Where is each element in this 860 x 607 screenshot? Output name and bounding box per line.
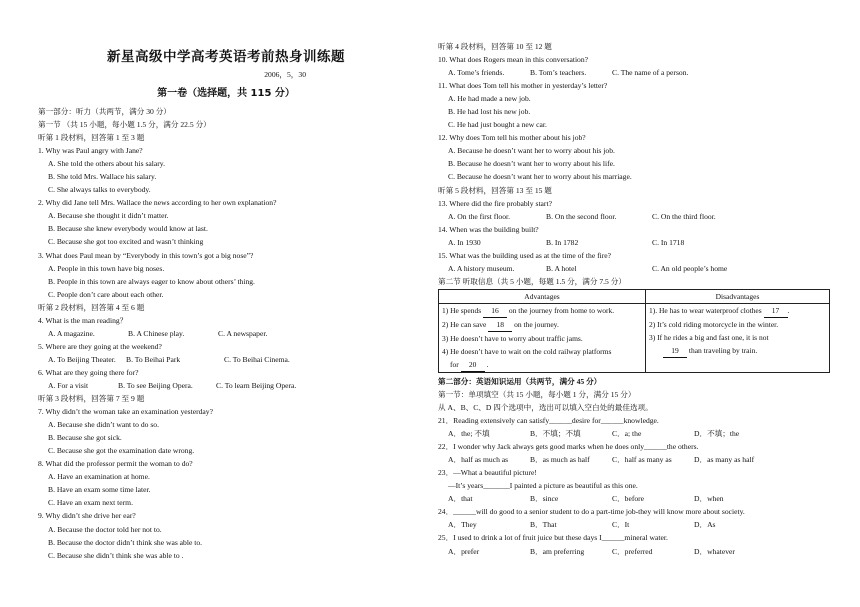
q22-option-b: B．as much as half	[530, 455, 590, 465]
q14-option-a: A. In 1930	[448, 237, 481, 247]
question-24: 24．______will do good to a senior student to do a part-time job-they will know more about society.	[438, 507, 745, 517]
q7-option-b: B. Because she got sick.	[48, 433, 122, 443]
q7-option-a: A. Because she didn’t want to do so.	[48, 420, 160, 430]
q1-option-b: B. She told Mrs. Wallace his salary.	[48, 172, 157, 182]
q25-option-a: A．prefer	[448, 546, 480, 556]
knowledge-instruction: 从 A、B、C、D 四个选项中，选出可以填入空白处的最佳选项。	[438, 402, 653, 412]
q23-option-a: A．that	[448, 494, 473, 504]
q10-option-c: C. The name of a person.	[612, 68, 689, 78]
question-1: 1. Why was Paul angry with Jane?	[38, 146, 143, 156]
q23-option-b: B．since	[530, 494, 559, 504]
q15-options	[438, 262, 834, 275]
q25-options	[438, 545, 834, 558]
disadvantage-3b	[649, 344, 826, 358]
q7-option-c: C. Because she got the examination date wrong.	[48, 446, 195, 456]
q3-option-c: C. People don’t care about each other.	[48, 289, 164, 299]
q6-option-c: C. To learn Beijing Opera.	[216, 380, 297, 390]
q10-option-a: A. Tome’s friends.	[448, 68, 505, 78]
knowledge-sub1-head: 第一节：单项填空（共 15 小题，每小题 1 分，满分 15 分）	[438, 389, 636, 399]
q1-option-a: A. She told the others about his salary.	[48, 159, 165, 169]
q23-options	[438, 492, 834, 505]
q13-options	[438, 210, 834, 223]
right-column	[438, 40, 834, 558]
q22-option-d: D．as many as half	[694, 455, 755, 465]
q25-option-c: C．preferred	[612, 546, 653, 556]
q3-option-b: B. People in this town are always eager to know about others’ thing.	[48, 276, 255, 286]
advantage-3: 3) He doesn’t have to worry about traffic jams.	[442, 333, 583, 343]
material-2: 听第 2 段材料，回答第 4 至 6 题	[38, 302, 145, 312]
q23-option-d: D．when	[694, 494, 724, 504]
q12-option-a: A. Because he doesn’t want her to worry about his job.	[448, 146, 615, 156]
question-25: 25．I used to drink a lot of fruit juice but these days I______mineral water.	[438, 533, 668, 543]
q25-option-d: D．whatever	[694, 546, 735, 556]
q13-option-b: B. On the second floor.	[546, 211, 617, 221]
question-22: 22．I wonder why Jack always gets good marks when he does only______the others.	[438, 442, 699, 452]
question-13: 13. Where did the fire probably start?	[438, 198, 552, 208]
q8-option-c: C. Have an exam next term.	[48, 498, 133, 508]
advantage-1	[442, 304, 642, 318]
q22-option-a: A．half as much as	[448, 455, 509, 465]
q15-option-a: A. A history museum.	[448, 263, 515, 273]
q6-option-a: A. For a visit	[48, 380, 89, 390]
advantage-1-pre: 1) He spends	[442, 305, 484, 315]
page-title: 新星高级中学高考英语考前热身训练题	[107, 49, 345, 65]
q21-option-c: C．a; the	[612, 429, 642, 439]
advantage-4: 4) He doesn’t have to wait on the cold railway platforms	[442, 346, 612, 356]
q9-option-b: B. Because the doctor didn’t think she was able to.	[48, 537, 203, 547]
disadvantage-3: 3) If he rides a big and fast one, it is not	[649, 332, 769, 342]
q13-option-a: A. On the first floor.	[448, 211, 511, 221]
blank-19: 19	[663, 344, 687, 358]
advantage-1-post: on the journey from home to work.	[507, 305, 615, 315]
disadvantage-1-post: .	[787, 305, 790, 315]
q4-options	[38, 327, 414, 340]
q10-options	[438, 66, 834, 79]
q2-option-a: A. Because she thought it didn’t matter.	[48, 211, 169, 221]
q6-options	[38, 379, 414, 392]
question-10: 10. What does Rogers mean in this conversation?	[438, 55, 589, 65]
advantage-2-pre: 2) He can save	[442, 319, 489, 329]
q2-option-b: B. Because she knew everybody would know at last.	[48, 224, 208, 234]
q14-option-c: C. In 1718	[652, 237, 685, 247]
question-9: 9. Why didn’t she drive her ear?	[38, 511, 136, 521]
question-12: 12. Why does Tom tell his mother about his job?	[438, 133, 586, 143]
q4-option-c: C. A newspaper.	[218, 328, 268, 338]
question-6: 6. What are they going there for?	[38, 367, 139, 377]
q3-option-a: A. People in this town have big noses.	[48, 263, 165, 273]
listening-section-head: 第一部分：听力（共两节，满分 30 分）	[38, 107, 171, 116]
q2-option-c: C. Because she got too excited and wasn’t thinking	[48, 237, 204, 247]
q5-options	[38, 353, 414, 366]
advantage-2-post: on the journey.	[512, 319, 559, 329]
blank-17: 17	[764, 304, 788, 318]
q15-option-b: B. A hotel	[546, 263, 577, 273]
material-5: 听第 5 段材料，回答第 13 至 15 题	[438, 185, 552, 195]
q24-option-d: D．As	[694, 520, 716, 530]
q12-option-c: C. Because he doesn’t want her to worry about his marriage.	[448, 172, 632, 182]
blank-20: 20	[461, 358, 485, 372]
question-21: 21．Reading extensively can satisfy______desire for______knowledge.	[438, 416, 659, 426]
q24-options	[438, 518, 834, 531]
q10-option-b: B. Tom’s teachers.	[530, 68, 587, 78]
advantages-cell	[439, 303, 646, 372]
q1-option-c: C. She always talks to everybody.	[48, 185, 151, 195]
q11-option-c: C. He had just bought a new car.	[448, 120, 547, 130]
q5-option-c: C. To Beihai Cinema.	[224, 354, 290, 364]
question-14: 14. When was the building built?	[438, 224, 539, 234]
disadvantage-2: 2) It’s cold riding motorcycle in the winter.	[649, 319, 779, 329]
blank-18: 18	[488, 318, 512, 332]
material-1: 听第 1 段材料，回答第 1 至 3 题	[38, 133, 145, 143]
disadvantages-header: Disadvantages	[646, 289, 830, 303]
q21-option-a: A．the; 不填	[448, 429, 490, 439]
q4-option-b: B. A Chinese play.	[128, 328, 185, 338]
q24-option-b: B．That	[530, 520, 557, 530]
material-4: 听第 4 段材料，回答第 10 至 12 题	[438, 42, 552, 51]
advantage-4b-post: .	[484, 359, 489, 369]
question-23: 23．—What a beautiful picture!	[438, 468, 537, 478]
advantages-table	[438, 289, 830, 373]
advantage-4b-pre: for	[450, 359, 461, 369]
q21-option-b: B．不填；不填	[530, 429, 581, 439]
q6-option-b: B. To see Beijing Opera.	[118, 380, 193, 390]
knowledge-section-head: 第二部分：英语知识运用（共两节，满分 45 分）	[438, 376, 602, 386]
q14-options	[438, 236, 834, 249]
advantages-header: Advantages	[439, 289, 646, 303]
q15-option-c: C. An old people’s home	[652, 263, 728, 273]
question-8: 8. What did the professor permit the woman to do?	[38, 459, 193, 469]
q11-option-b: B. He had lost his new job.	[448, 107, 531, 117]
disadvantage-1-pre: 1). He has to wear waterproof clothes	[649, 305, 764, 315]
advantage-2	[442, 318, 642, 332]
blank-16: 16	[483, 304, 507, 318]
q5-option-b: B. To Beihai Park	[126, 354, 181, 364]
q24-option-c: C．It	[612, 520, 630, 530]
part-one-title: 第一卷（选择题，共 115 分）	[157, 88, 295, 99]
question-23-response: —It’s years_______I painted a picture as beautiful as this one.	[448, 481, 638, 491]
q24-option-a: A．They	[448, 520, 477, 530]
q9-option-a: A. Because the doctor told her not to.	[48, 524, 162, 534]
q8-option-a: A. Have an examination at home.	[48, 472, 150, 482]
q8-option-b: B. Have an exam some time later.	[48, 485, 151, 495]
material-3: 听第 3 段材料，回答第 7 至 9 题	[38, 394, 145, 404]
q11-option-a: A. He had made a new job.	[448, 94, 531, 104]
q9-option-c: C. Because she didn’t think she was able to .	[48, 550, 184, 560]
q21-option-d: D．不填；the	[694, 429, 740, 439]
q23-option-c: C．before	[612, 494, 645, 504]
question-15: 15. What was the building used as at the time of the fire?	[438, 250, 611, 260]
q22-option-c: C．half as many as	[612, 455, 672, 465]
question-2: 2. Why did Jane tell Mrs. Wallace the news according to her own explanation?	[38, 198, 277, 208]
left-column	[38, 0, 414, 562]
disadvantage-3b-post: than traveling by train.	[687, 345, 758, 355]
exam-date: 2006，5，30	[264, 70, 306, 79]
listening-sub1-head: 第一节 （共 15 小题，每小题 1.5 分，满分 22.5 分）	[38, 120, 211, 130]
q22-options	[438, 453, 834, 466]
disadvantage-1	[649, 304, 826, 318]
question-4: 4. What is the man reading？	[38, 315, 128, 325]
q21-options	[438, 427, 834, 440]
disadvantages-cell	[646, 303, 830, 372]
listening-sub2-head: 第二节 听取信息（共 5 小题，每题 1.5 分，满分 7.5 分）	[438, 276, 626, 286]
q4-option-a: A. A magazine.	[48, 328, 95, 338]
q25-option-b: B．am preferring	[530, 546, 585, 556]
question-11: 11. What does Tom tell his mother in yesterday’s letter?	[438, 81, 608, 91]
q14-option-b: B. In 1782	[546, 237, 579, 247]
q5-option-a: A. To Beijing Theater.	[48, 354, 116, 364]
q13-option-c: C. On the third floor.	[652, 211, 716, 221]
question-5: 5. Where are they going at the weekend?	[38, 341, 162, 351]
q12-option-b: B. Because he doesn’t want her to worry about his life.	[448, 159, 615, 169]
question-7: 7. Why didn’t the woman take an examination yesterday?	[38, 407, 213, 417]
question-3: 3. What does Paul mean by “Everybody in this town’s got a big nose”?	[38, 250, 254, 260]
advantage-4b	[442, 358, 642, 372]
